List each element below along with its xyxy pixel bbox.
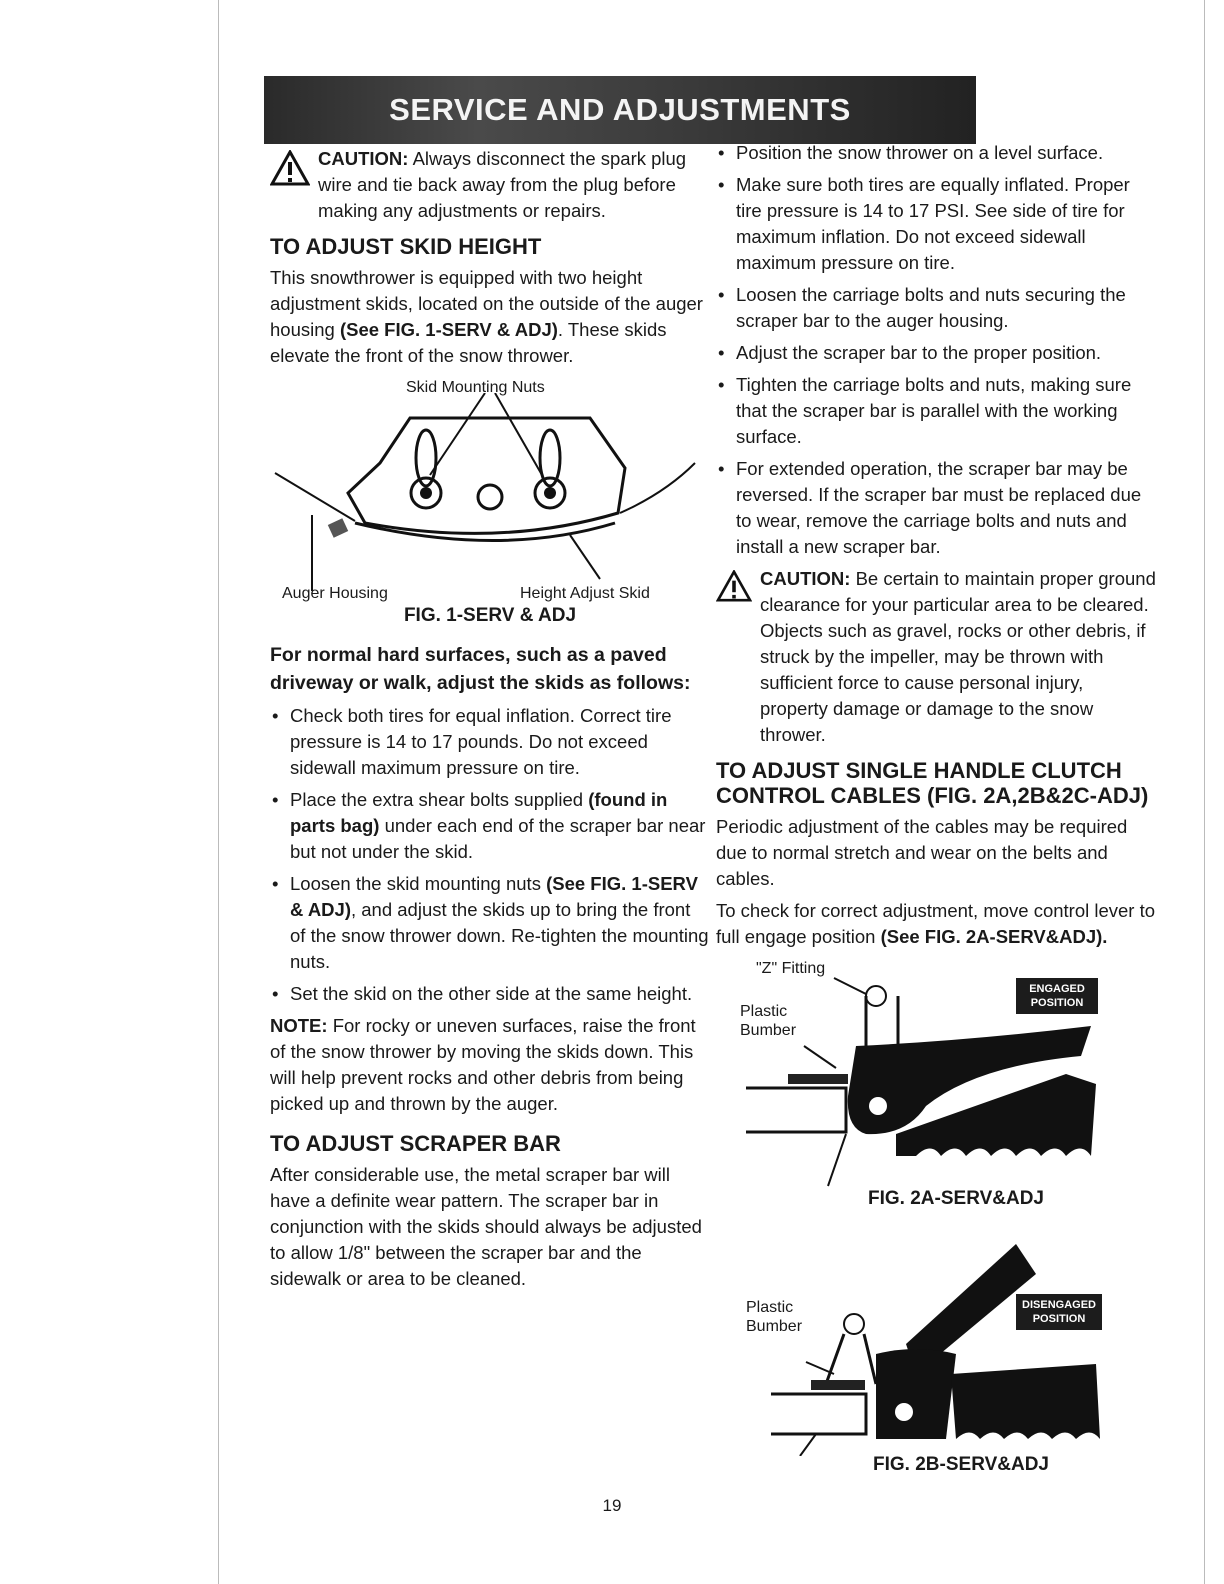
scraper-heading: TO ADJUST SCRAPER BAR — [270, 1131, 561, 1156]
z-fitting-label: "Z" Fitting — [756, 960, 826, 977]
list-item: • Make sure both tires are equally inflated. Proper tire pressure is 14 to 17 PSI. See side of tire for maximum inflation. Do not exceed sidewall maximum pressure on tire. — [716, 172, 1156, 276]
lever-disengaged-diagram — [716, 1234, 1156, 1456]
right-column — [716, 140, 1156, 1478]
figure-2b — [716, 1234, 1156, 1456]
skid-heading: TO ADJUST SKID HEIGHT — [270, 234, 542, 259]
scraper-steps-list — [716, 140, 1156, 560]
list-item: • Set the skid on the other side at the same height. — [270, 981, 710, 1007]
left-column — [270, 146, 710, 1298]
page-edge-left — [218, 0, 219, 1584]
plastic-bumber-label-2: Plastic Bumber — [746, 1299, 803, 1335]
skid-intro: This snowthrower is equipped with two height adjustment skids, located on the outside of the auger housing (See FIG. 1-SERV & ADJ). These skids elevate the front of the snow thrower. — [270, 267, 703, 366]
section-title: SERVICE AND ADJUSTMENTS — [389, 92, 851, 127]
disengaged-position-badge: DISENGAGED POSITION — [1016, 1294, 1102, 1330]
list-item: • Check both tires for equal inflation. Correct tire pressure is 14 to 17 pounds. Do not exceed sidewall maximum pressure on tire. — [270, 703, 710, 781]
list-item: • Loosen the skid mounting nuts (See FIG. 1-SERV & ADJ), and adjust the skids up to bring the front of the snow thrower down. Re-tighten the mounting nuts. — [270, 871, 710, 975]
page-edge-right — [1204, 0, 1205, 1584]
list-item: • Position the snow thrower on a level surface. — [716, 140, 1156, 166]
caution-text-2: CAUTION: Be certain to maintain proper ground clearance for your particular area to be cleared. Objects such as gravel, rocks or other debris, if struck by the impeller, may be thrown with sufficient force to cause personal injury, property damage or damage to the snow thrower. — [760, 568, 1156, 745]
auger-housing-label: Auger Housing — [282, 585, 388, 602]
clutch-text-1: Periodic adjustment of the cables may be required due to normal stretch and wear on the belts and cables. — [716, 816, 1128, 889]
warning-triangle-icon — [716, 570, 752, 602]
section-banner — [264, 76, 976, 144]
height-adjust-skid-label: Height Adjust Skid — [520, 585, 650, 602]
caution-label: CAUTION: — [318, 148, 409, 169]
figure-1 — [270, 375, 710, 603]
figure-2b-caption: FIG. 2B-SERV&ADJ — [873, 1454, 1049, 1475]
skid-mounting-nuts-label: Skid Mounting Nuts — [406, 379, 545, 396]
plastic-bumber-label: Plastic Bumber — [740, 1003, 797, 1039]
skid-diagram — [270, 393, 710, 593]
warning-triangle-icon — [270, 150, 310, 186]
caution-block — [270, 146, 710, 230]
list-item: • Place the extra shear bolts supplied (found in parts bag) under each end of the scraper bar near but not under the skid. — [270, 787, 710, 865]
figure-1-caption: FIG. 1-SERV & ADJ — [403, 605, 577, 626]
clutch-text-2: To check for correct adjustment, move control lever to full engage position (See FIG. 2A-SERV&ADJ). — [716, 900, 1156, 947]
list-item: • Tighten the carriage bolts and nuts, making sure that the scraper bar is parallel with the working surface. — [716, 372, 1156, 450]
note-text: NOTE: For rocky or uneven surfaces, raise the front of the snow thrower by moving the skids down. This will help prevent rocks and other debris from being picked up and thrown by the auger. — [270, 1015, 696, 1114]
page-number: 19 — [602, 1496, 622, 1515]
figure-2a-caption: FIG. 2A-SERV&ADJ — [868, 1188, 1044, 1209]
skid-steps-list — [270, 703, 710, 1007]
scraper-text: After considerable use, the metal scraper bar will have a definite wear pattern. The scraper bar in conjunction with the skids should always be adjusted to allow 1/8" between the scraper bar and the sidewalk or area to be cleaned. — [270, 1164, 702, 1289]
figure-2a — [716, 956, 1156, 1200]
normal-surfaces-text: For normal hard surfaces, such as a paved driveway or walk, adjust the skids as follows: — [270, 644, 691, 694]
list-item: • Loosen the carriage bolts and nuts securing the scraper bar to the auger housing. — [716, 282, 1156, 334]
list-item: • Adjust the scraper bar to the proper position. — [716, 340, 1156, 366]
lever-engaged-diagram — [716, 956, 1156, 1200]
caution-label-2: CAUTION: — [760, 568, 851, 589]
engaged-position-badge: ENGAGED POSITION — [1016, 978, 1098, 1014]
caution-text: CAUTION: Always disconnect the spark plug wire and tie back away from the plug before making any adjustments or repairs. — [318, 148, 687, 221]
list-item: • For extended operation, the scraper bar may be reversed. If the scraper bar must be replaced due to wear, remove the carriage bolts and nuts and install a new scraper bar. — [716, 456, 1156, 560]
clutch-heading: TO ADJUST SINGLE HANDLE CLUTCH CONTROL CABLES (FIG. 2A,2B&2C-ADJ) — [716, 758, 1149, 808]
caution-block-2 — [716, 566, 1156, 754]
